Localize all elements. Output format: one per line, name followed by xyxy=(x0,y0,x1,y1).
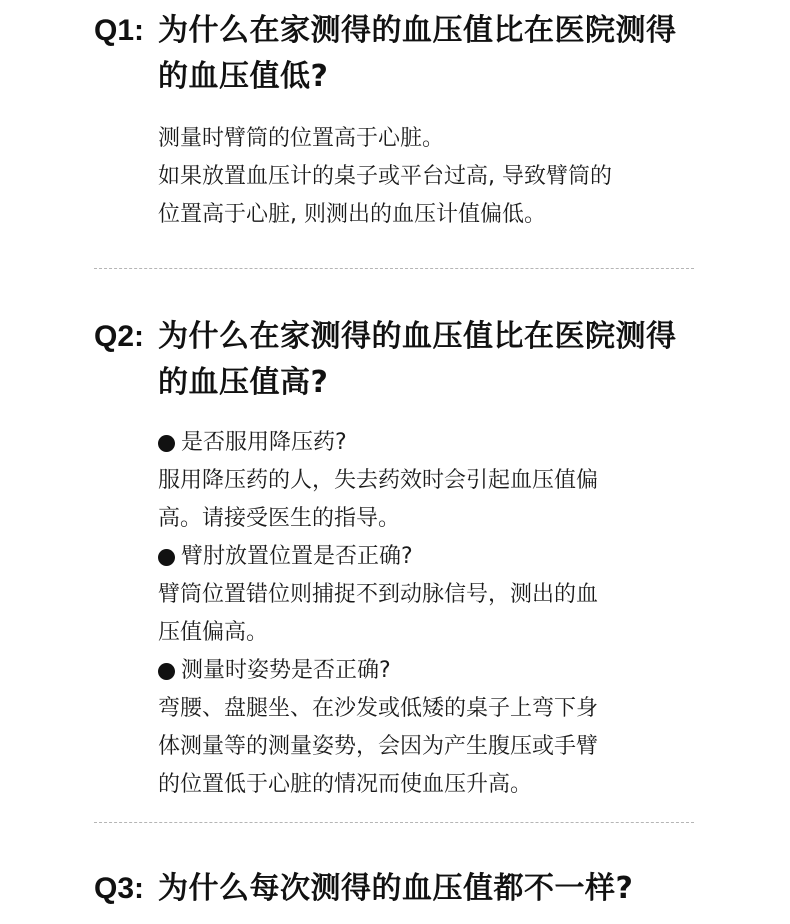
question-number: Q2: xyxy=(94,320,145,353)
faq-q1 xyxy=(94,8,704,234)
faq-q2 xyxy=(94,314,704,804)
answer-line: 高。请接受医生的指导。 xyxy=(158,506,401,531)
faq-q3 xyxy=(94,866,704,912)
answer-line: 服用降压药的人，失去药效时会引起血压值偏 xyxy=(158,468,599,493)
question-number: Q1: xyxy=(94,14,145,47)
answer-line: 臂筒位置错位则捕捉不到动脉信号，测出的血 xyxy=(158,582,599,607)
question-header xyxy=(94,314,704,406)
answer-line: 的位置低于心脏的情况而使血压升高。 xyxy=(158,772,533,797)
answer-line: 体测量等的测量姿势，会因为产生腹压或手臂 xyxy=(158,734,599,759)
bullet-heading-text: 臂肘放置位置是否正确? xyxy=(181,544,413,569)
answer-line: 如果放置血压计的桌子或平台过高, 导致臂筒的 xyxy=(158,164,612,189)
bullet-dot-icon xyxy=(158,435,175,452)
question-title: 为什么在家测得的血压值比在医院测得的血压值低? xyxy=(158,13,677,94)
bullet-dot-icon xyxy=(158,549,175,566)
question-title: 为什么每次测得的血压值都不一样? xyxy=(158,871,634,906)
question-title: 为什么在家测得的血压值比在医院测得的血压值高? xyxy=(158,319,677,400)
bullet-heading-text: 是否服用降压药? xyxy=(181,430,347,455)
answer-bullet-heading xyxy=(158,652,698,690)
answer-line: 测量时臂筒的位置高于心脏。 xyxy=(158,126,445,151)
answer-text xyxy=(158,120,698,234)
dashed-divider xyxy=(94,822,694,823)
dashed-divider xyxy=(94,268,694,269)
answer-bullet-heading xyxy=(158,424,698,462)
answer-line: 弯腰、盘腿坐、在沙发或低矮的桌子上弯下身 xyxy=(158,696,599,721)
question-header xyxy=(94,8,704,100)
bullet-dot-icon xyxy=(158,663,175,680)
question-number: Q3: xyxy=(94,872,145,905)
answer-line: 压值偏高。 xyxy=(158,620,269,645)
question-header xyxy=(94,866,704,912)
bullet-heading-text: 测量时姿势是否正确? xyxy=(181,658,391,683)
answer-line: 位置高于心脏, 则测出的血压计值偏低。 xyxy=(158,202,546,227)
answer-text xyxy=(158,424,698,804)
answer-bullet-heading xyxy=(158,538,698,576)
